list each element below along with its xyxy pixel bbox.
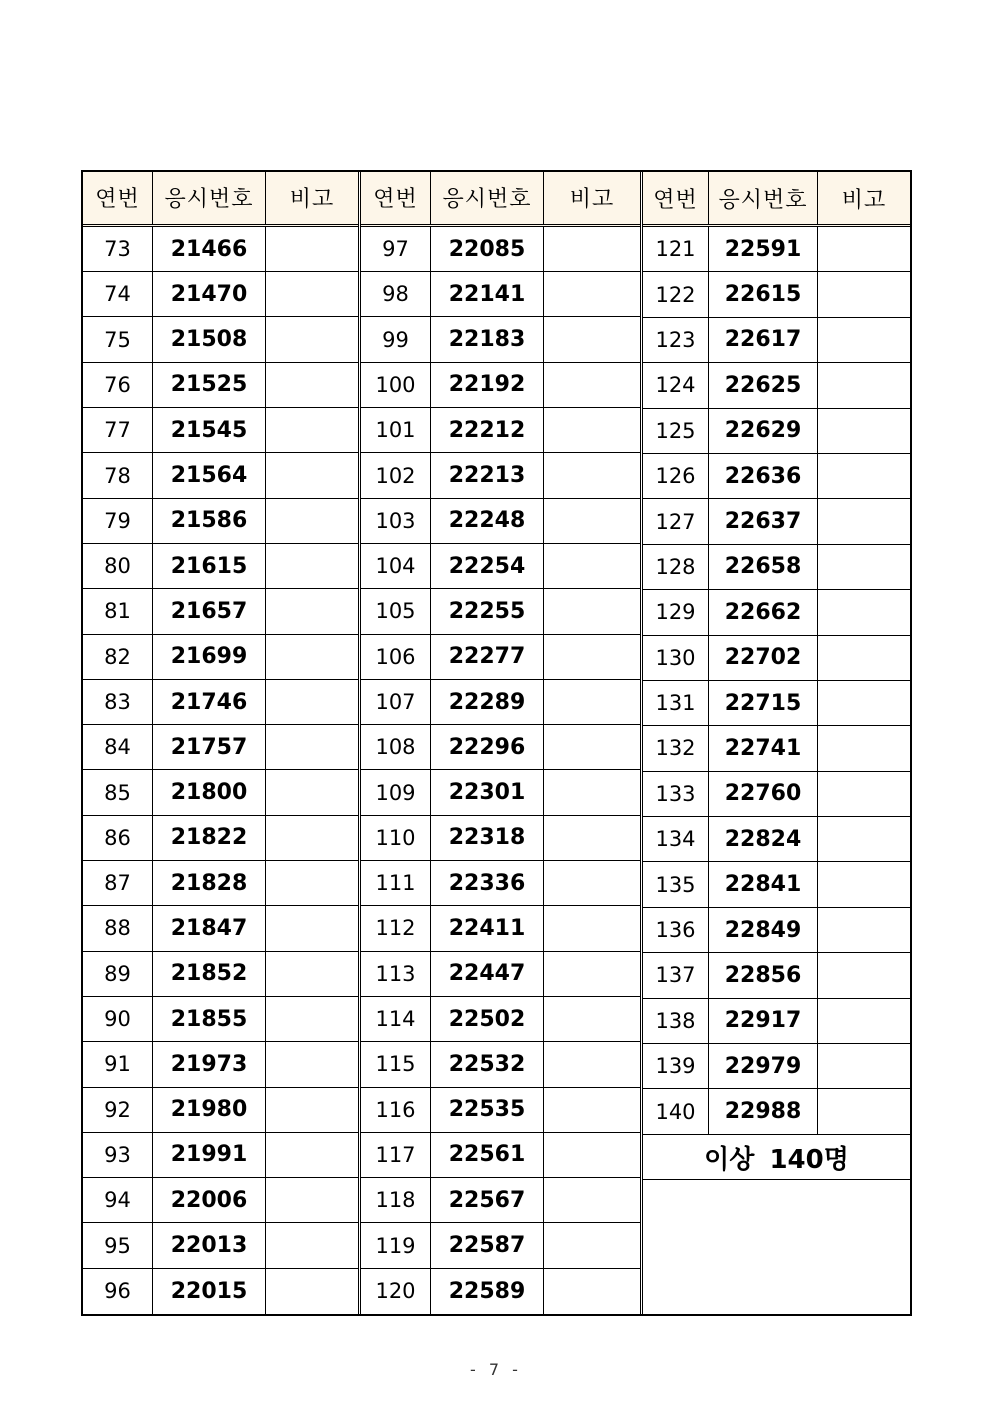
cell-exam-no: 21822 [153,816,266,860]
cell-exam-no: 22841 [709,862,818,906]
cell-exam-no: 21980 [153,1088,266,1132]
cell-seq: 74 [83,272,153,316]
cell-seq: 102 [361,453,431,497]
table-row [361,1088,640,1133]
cell-seq: 121 [643,227,709,271]
table-row [361,227,640,272]
cell-exam-no: 22013 [153,1223,266,1267]
cell-note [266,544,358,588]
cell-note [818,545,910,589]
cell-note [266,363,358,407]
table-row [643,227,910,272]
cell-exam-no: 22192 [431,363,544,407]
table-row [643,862,910,907]
table-header-row [361,172,640,227]
cell-exam-no: 22296 [431,725,544,769]
cell-seq: 120 [361,1269,431,1314]
cell-exam-no: 21757 [153,725,266,769]
cell-exam-no: 22629 [709,409,818,453]
cell-exam-no: 22849 [709,908,818,952]
cell-note [266,272,358,316]
cell-exam-no: 21545 [153,408,266,452]
cell-exam-no: 22615 [709,272,818,316]
cell-note [818,272,910,316]
cell-seq: 99 [361,317,431,361]
cell-seq: 107 [361,680,431,724]
cell-note [266,1042,358,1086]
table-row [361,952,640,997]
cell-note [544,1133,640,1177]
cell-exam-no: 22411 [431,906,544,950]
cell-seq: 82 [83,635,153,679]
cell-note [266,1223,358,1267]
table-row [643,726,910,771]
cell-exam-no: 22625 [709,363,818,407]
cell-seq: 135 [643,862,709,906]
table-row [83,227,358,272]
cell-seq: 76 [83,363,153,407]
table-row [83,906,358,951]
table-row [361,997,640,1042]
cell-note [818,1089,910,1133]
cell-note [544,227,640,271]
cell-exam-no: 22183 [431,317,544,361]
table-row [643,590,910,635]
cell-seq: 129 [643,590,709,634]
table-row [643,318,910,363]
cell-note [544,1178,640,1222]
cell-exam-no: 22085 [431,227,544,271]
cell-exam-no: 21991 [153,1133,266,1177]
cell-note [544,453,640,497]
cell-note [266,1269,358,1314]
cell-seq: 126 [643,454,709,498]
table-row [361,363,640,408]
cell-seq: 128 [643,545,709,589]
cell-exam-no: 22658 [709,545,818,589]
cell-note [266,1133,358,1177]
table-header-row [643,172,910,227]
table-row [361,680,640,725]
cell-note [544,544,640,588]
table-column-group-3 [643,172,910,1314]
cell-seq: 96 [83,1269,153,1314]
cell-exam-no: 22254 [431,544,544,588]
cell-exam-no: 22587 [431,1223,544,1267]
cell-seq: 108 [361,725,431,769]
table-row [83,589,358,634]
table-row [83,1133,358,1178]
cell-note [544,725,640,769]
cell-exam-no: 21973 [153,1042,266,1086]
cell-note [818,953,910,997]
cell-seq: 106 [361,635,431,679]
cell-exam-no: 22567 [431,1178,544,1222]
cell-seq: 130 [643,636,709,680]
cell-seq: 133 [643,772,709,816]
cell-seq: 113 [361,952,431,996]
table-row [83,499,358,544]
cell-exam-no: 22637 [709,499,818,543]
cell-exam-no: 21615 [153,544,266,588]
cell-exam-no: 21800 [153,770,266,814]
cell-exam-no: 22318 [431,816,544,860]
cell-note [544,861,640,905]
table-row [361,589,640,634]
cell-seq: 93 [83,1133,153,1177]
cell-exam-no: 22856 [709,953,818,997]
cell-seq: 100 [361,363,431,407]
table-row [643,772,910,817]
header-exam-no: 응시번호 [431,172,544,224]
header-seq: 연번 [361,172,431,224]
cell-exam-no: 22702 [709,636,818,680]
cell-note [818,409,910,453]
table-column-group-1 [83,172,361,1314]
cell-note [544,952,640,996]
cell-note [266,227,358,271]
cell-seq: 122 [643,272,709,316]
cell-exam-no: 21699 [153,635,266,679]
cell-seq: 109 [361,770,431,814]
cell-note [818,499,910,543]
page-number: - 7 - [470,1360,522,1379]
cell-exam-no: 22662 [709,590,818,634]
cell-exam-no: 22301 [431,770,544,814]
cell-seq: 124 [643,363,709,407]
header-note: 비고 [841,187,887,213]
cell-exam-no: 22760 [709,772,818,816]
table-row [83,725,358,770]
cell-seq: 139 [643,1044,709,1088]
cell-exam-no: 22141 [431,272,544,316]
applicant-table [81,170,912,1316]
cell-note [266,952,358,996]
table-row [361,453,640,498]
total-summary: 이상 140명 [643,1135,910,1180]
cell-note [544,1223,640,1267]
table-row [643,454,910,499]
cell-exam-no: 22617 [709,318,818,362]
cell-seq: 136 [643,908,709,952]
cell-note [544,589,640,633]
cell-note [266,770,358,814]
cell-exam-no: 22741 [709,726,818,770]
cell-exam-no: 22715 [709,681,818,725]
cell-seq: 111 [361,861,431,905]
cell-seq: 115 [361,1042,431,1086]
table-row [361,1133,640,1178]
cell-seq: 79 [83,499,153,543]
cell-exam-no: 22015 [153,1269,266,1314]
cell-seq: 90 [83,997,153,1041]
cell-note [818,999,910,1043]
cell-note [266,1178,358,1222]
cell-exam-no: 21746 [153,680,266,724]
cell-note [544,635,640,679]
table-row [361,317,640,362]
header-seq: 연번 [643,172,709,224]
cell-seq: 119 [361,1223,431,1267]
table-row [643,272,910,317]
table-row [361,272,640,317]
cell-exam-no: 21466 [153,227,266,271]
cell-seq: 116 [361,1088,431,1132]
cell-seq: 88 [83,906,153,950]
cell-seq: 103 [361,499,431,543]
table-row [83,453,358,498]
cell-note [544,272,640,316]
cell-seq: 110 [361,816,431,860]
cell-exam-no: 22289 [431,680,544,724]
table-row [83,770,358,815]
cell-exam-no: 21586 [153,499,266,543]
cell-seq: 138 [643,999,709,1043]
cell-seq: 91 [83,1042,153,1086]
cell-exam-no: 22277 [431,635,544,679]
cell-note [818,817,910,861]
cell-seq: 117 [361,1133,431,1177]
cell-seq: 118 [361,1178,431,1222]
table-row [643,1044,910,1089]
table-row [83,997,358,1042]
cell-note [266,453,358,497]
table-row [361,1269,640,1314]
cell-exam-no: 21470 [153,272,266,316]
cell-seq: 101 [361,408,431,452]
table-row [643,999,910,1044]
cell-note [544,816,640,860]
table-row [83,544,358,589]
cell-exam-no: 22532 [431,1042,544,1086]
table-row [361,861,640,906]
cell-note [544,680,640,724]
cell-note [818,227,910,271]
table-row [361,1178,640,1223]
cell-note [818,726,910,770]
cell-note [818,318,910,362]
cell-note [544,1088,640,1132]
cell-seq: 87 [83,861,153,905]
table-row [643,681,910,726]
header-exam-no: 응시번호 [709,172,818,224]
cell-note [266,997,358,1041]
header-note: 비고 [569,187,615,213]
table-row [361,770,640,815]
cell-exam-no: 22212 [431,408,544,452]
table-row [83,1042,358,1087]
cell-exam-no: 21508 [153,317,266,361]
table-row [643,908,910,953]
cell-seq: 94 [83,1178,153,1222]
cell-exam-no: 22988 [709,1089,818,1133]
cell-seq: 127 [643,499,709,543]
table-row [83,680,358,725]
table-row [643,817,910,862]
cell-seq: 97 [361,227,431,271]
cell-note [544,906,640,950]
table-row [643,409,910,454]
cell-exam-no: 22636 [709,454,818,498]
cell-seq: 92 [83,1088,153,1132]
cell-note [818,636,910,680]
cell-exam-no: 22255 [431,589,544,633]
table-row [643,1089,910,1134]
cell-exam-no: 22006 [153,1178,266,1222]
cell-exam-no: 22561 [431,1133,544,1177]
cell-seq: 123 [643,318,709,362]
cell-seq: 132 [643,726,709,770]
cell-note [818,908,910,952]
table-row [643,545,910,590]
cell-note [266,589,358,633]
cell-note [266,680,358,724]
cell-note [544,317,640,361]
cell-note [818,772,910,816]
cell-seq: 140 [643,1089,709,1133]
cell-seq: 112 [361,906,431,950]
cell-seq: 89 [83,952,153,996]
cell-seq: 84 [83,725,153,769]
cell-exam-no: 22336 [431,861,544,905]
empty-area [643,1180,910,1314]
table-row [361,906,640,951]
table-row [83,635,358,680]
header-exam-no: 응시번호 [153,172,266,224]
cell-note [266,816,358,860]
cell-seq: 104 [361,544,431,588]
cell-note [544,1042,640,1086]
header-note: 비고 [289,187,335,213]
cell-seq: 105 [361,589,431,633]
table-row [643,953,910,998]
cell-note [266,1088,358,1132]
table-row [361,408,640,453]
cell-exam-no: 21855 [153,997,266,1041]
cell-exam-no: 22502 [431,997,544,1041]
cell-exam-no: 22591 [709,227,818,271]
cell-seq: 85 [83,770,153,814]
table-row [361,635,640,680]
table-row [361,499,640,544]
cell-note [266,861,358,905]
table-row [643,499,910,544]
cell-seq: 95 [83,1223,153,1267]
table-row [83,1269,358,1314]
cell-exam-no: 22824 [709,817,818,861]
cell-note [266,499,358,543]
cell-seq: 75 [83,317,153,361]
cell-note [818,363,910,407]
cell-exam-no: 21847 [153,906,266,950]
cell-note [544,499,640,543]
cell-seq: 137 [643,953,709,997]
cell-seq: 125 [643,409,709,453]
cell-note [266,635,358,679]
table-row [643,636,910,681]
cell-note [818,862,910,906]
cell-seq: 80 [83,544,153,588]
table-header-row [83,172,358,227]
cell-note [818,590,910,634]
cell-exam-no: 22589 [431,1269,544,1314]
cell-exam-no: 21525 [153,363,266,407]
table-column-group-2 [361,172,643,1314]
table-row [83,363,358,408]
cell-exam-no: 22917 [709,999,818,1043]
cell-seq: 83 [83,680,153,724]
cell-seq: 98 [361,272,431,316]
table-row [83,861,358,906]
cell-seq: 86 [83,816,153,860]
table-row [83,816,358,861]
cell-note [818,454,910,498]
cell-seq: 81 [83,589,153,633]
table-row [361,1223,640,1268]
table-row [361,725,640,770]
table-row [83,272,358,317]
cell-exam-no: 22535 [431,1088,544,1132]
table-row [361,816,640,861]
cell-exam-no: 21828 [153,861,266,905]
cell-note [544,408,640,452]
cell-note [266,725,358,769]
table-row [361,544,640,589]
cell-seq: 134 [643,817,709,861]
cell-exam-no: 21564 [153,453,266,497]
table-row [83,408,358,453]
cell-seq: 73 [83,227,153,271]
table-row [83,317,358,362]
table-row [643,363,910,408]
cell-note [818,681,910,725]
table-row [83,1223,358,1268]
cell-seq: 131 [643,681,709,725]
table-row [83,1178,358,1223]
cell-seq: 114 [361,997,431,1041]
cell-exam-no: 21852 [153,952,266,996]
cell-seq: 77 [83,408,153,452]
table-row [361,1042,640,1087]
cell-note [544,1269,640,1314]
cell-exam-no: 21657 [153,589,266,633]
cell-exam-no: 22248 [431,499,544,543]
cell-note [544,997,640,1041]
table-row [83,1088,358,1133]
cell-exam-no: 22979 [709,1044,818,1088]
cell-note [544,363,640,407]
cell-note [266,906,358,950]
cell-seq: 78 [83,453,153,497]
cell-note [266,317,358,361]
header-seq: 연번 [83,172,153,224]
cell-note [818,1044,910,1088]
table-row [83,952,358,997]
cell-note [266,408,358,452]
cell-exam-no: 22447 [431,952,544,996]
cell-note [544,770,640,814]
cell-exam-no: 22213 [431,453,544,497]
